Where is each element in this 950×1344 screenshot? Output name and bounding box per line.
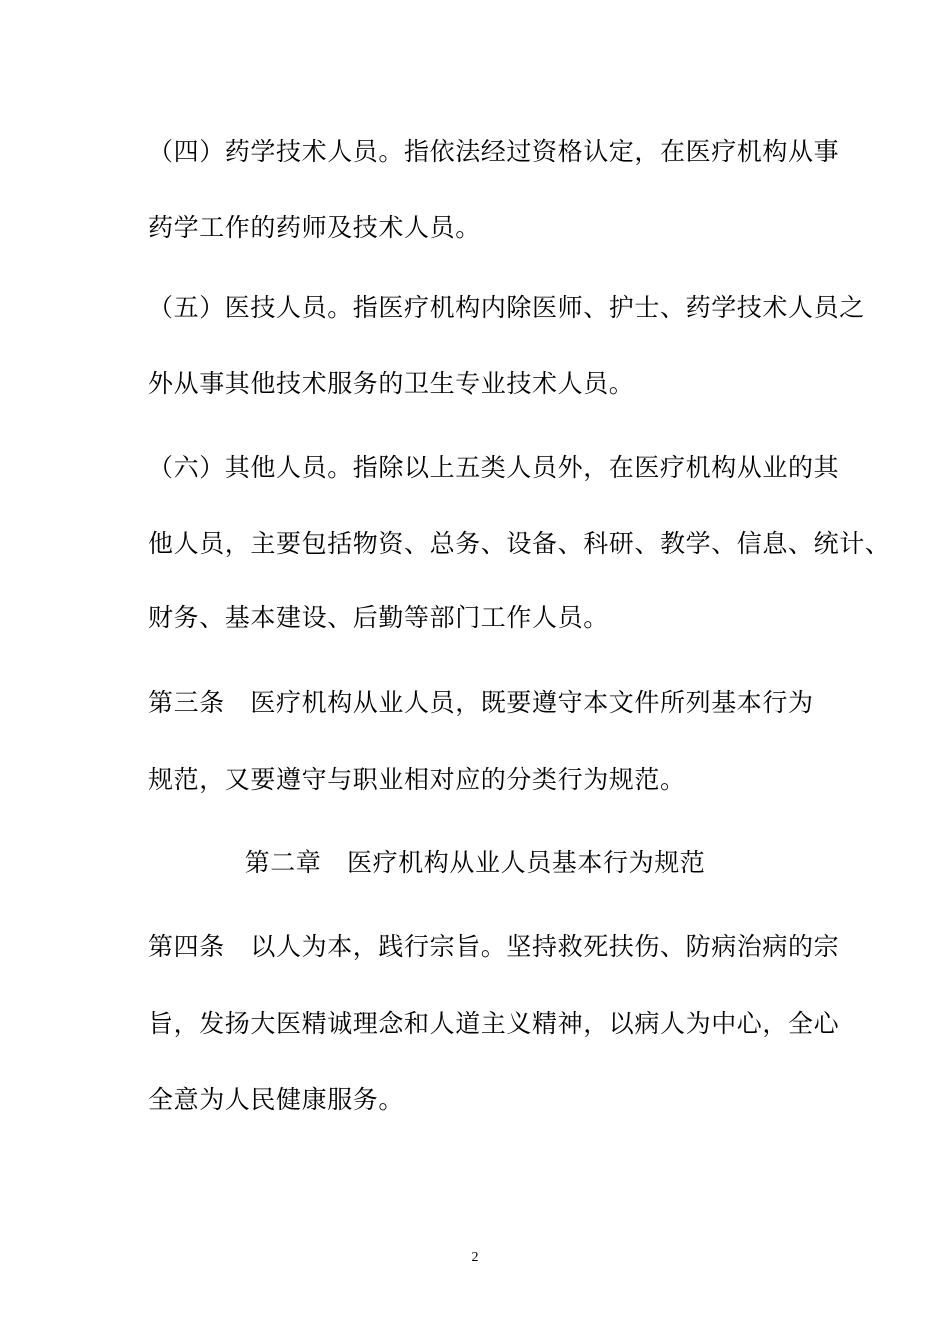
chapter-heading: 第二章 医疗机构从业人员基本行为规范: [244, 848, 706, 877]
page-number: 2: [471, 1250, 479, 1265]
article-four-line-2: 旨，发扬大医精诚理念和人道主义精神，以病人为中心，全心: [148, 1009, 840, 1038]
paragraph-line-4: 外从事其他技术服务的卫生专业技术人员。: [148, 369, 635, 398]
article-four-line-1: 第四条 以人为本，践行宗旨。坚持救死扶伤、防病治病的宗: [148, 932, 840, 961]
paragraph-line-3: （五）医技人员。指医疗机构内除医师、护士、药学技术人员之: [148, 293, 865, 322]
paragraph-line-2: 药学工作的药师及技术人员。: [148, 213, 481, 242]
paragraph-line-6: 他人员，主要包括物资、总务、设备、科研、教学、信息、统计、: [148, 529, 891, 558]
article-four-line-3: 全意为人民健康服务。: [148, 1085, 405, 1114]
paragraph-line-1: （四）药学技术人员。指依法经过资格认定，在医疗机构从事: [148, 137, 840, 166]
article-three-line-1: 第三条 医疗机构从业人员，既要遵守本文件所列基本行为: [148, 688, 814, 717]
paragraph-line-7: 财务、基本建设、后勤等部门工作人员。: [148, 603, 609, 632]
article-three-line-2: 规范，又要遵守与职业相对应的分类行为规范。: [148, 765, 686, 794]
paragraph-line-5: （六）其他人员。指除以上五类人员外，在医疗机构从业的其: [148, 453, 840, 482]
